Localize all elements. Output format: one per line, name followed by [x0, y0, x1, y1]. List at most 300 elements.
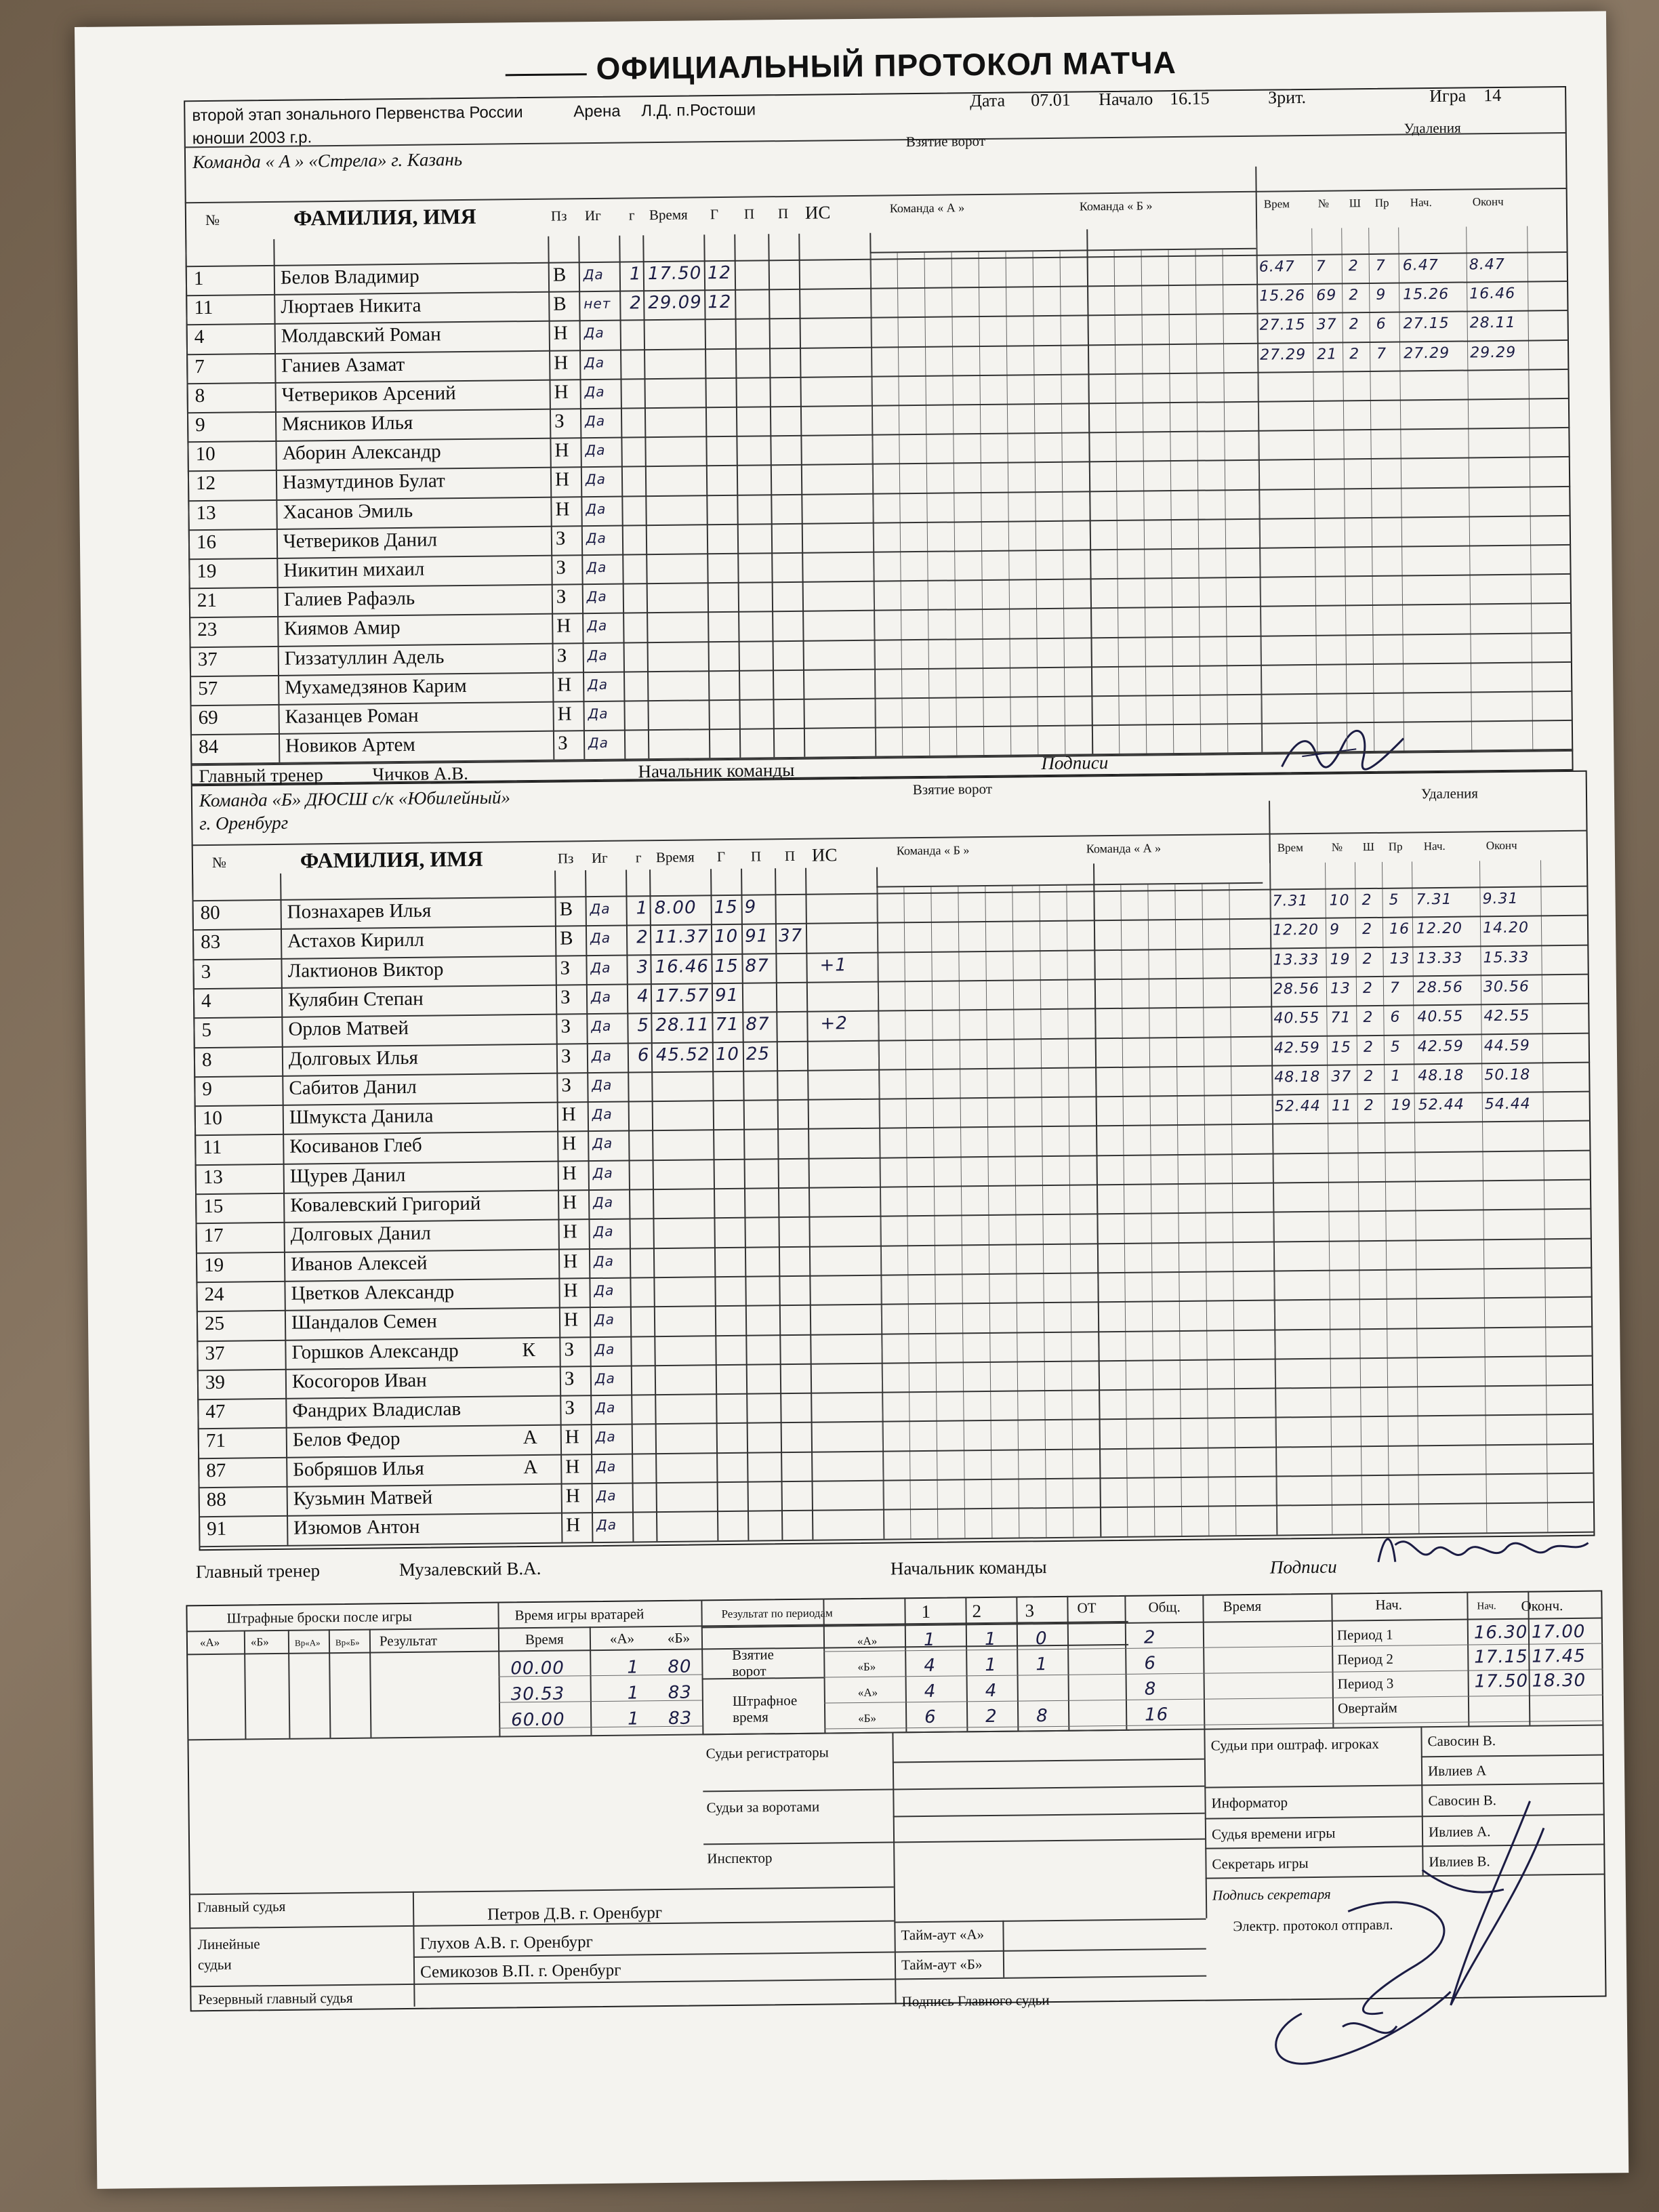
player-name: Четвериков Арсений [281, 382, 456, 406]
player-position: З [560, 957, 571, 979]
player-number: 23 [197, 619, 218, 641]
player-number: 4 [194, 326, 205, 348]
player-position: З [556, 556, 567, 579]
penalty-minutes: 2 [1361, 892, 1372, 909]
pen-col-end: Оконч [1472, 194, 1504, 209]
goal-scorer: 12 [708, 292, 732, 313]
period-col: Время [1223, 1597, 1262, 1615]
spectators-label: Зрит. [1268, 87, 1307, 108]
period-start: 17.50 [1474, 1671, 1529, 1692]
inspector-label: Инспектор [707, 1849, 773, 1867]
player-position: Н [557, 674, 572, 696]
penalty-player: 37 [1316, 316, 1337, 334]
penalty-box-judges-label: Судьи при оштраф. игроках [1210, 1735, 1379, 1754]
player-name: Долговых Данил [290, 1222, 431, 1246]
secretary-value: Ивлиев В. [1429, 1853, 1490, 1870]
penalty-time: 42.59 [1273, 1039, 1320, 1057]
gk-row-b: 80 [668, 1656, 692, 1677]
goal-number: 6 [637, 1044, 650, 1065]
penalty-start: 52.44 [1418, 1096, 1465, 1114]
title-text: ОФИЦИАЛЬНЫЙ ПРОТОКОЛ МАТЧА [596, 44, 1177, 86]
player-played-mark: нет [583, 295, 611, 312]
player-played-mark: Да [596, 1517, 617, 1534]
period-end: 17.45 [1532, 1645, 1586, 1667]
goal-strength: +1 [819, 954, 848, 976]
penalty-minutes: 2 [1362, 950, 1373, 968]
period-name: Период 1 [1336, 1626, 1393, 1643]
penalty-minutes: 2 [1349, 287, 1359, 304]
player-position: Н [562, 1191, 577, 1214]
player-name: Аборин Александр [282, 441, 441, 465]
penalty-end: 30.56 [1483, 978, 1530, 996]
goal-time: 28.11 [655, 1015, 710, 1036]
player-position: Н [561, 1103, 576, 1126]
penalty-start: 48.18 [1418, 1067, 1465, 1085]
penalty-time: 52.44 [1274, 1097, 1321, 1115]
player-name: Изюмов Антон [293, 1516, 420, 1540]
player-played-mark: Да [586, 500, 607, 517]
goals-heading-b: Взятие ворот [912, 780, 993, 798]
player-name: Мясников Илья [281, 411, 413, 435]
date-value: 07.01 [1031, 89, 1071, 110]
player-position: З [564, 1338, 575, 1361]
player-played-mark: Да [590, 959, 611, 976]
penalty-time: 27.15 [1259, 316, 1306, 335]
player-number: 5 [201, 1019, 212, 1042]
pen-col-num-b: № [1331, 840, 1343, 854]
player-played-mark: Да [594, 1282, 615, 1298]
penalty-start: 28.56 [1416, 979, 1464, 997]
col-goal-b: Г [716, 848, 726, 865]
goals-label: Взятие ворот [732, 1646, 775, 1679]
player-number: 83 [200, 931, 221, 954]
col-num-b: № [211, 853, 227, 871]
linesman-1: Глухов А.В. г. Оренбург [419, 1933, 593, 1953]
penalty-end: 28.11 [1469, 314, 1516, 332]
player-name: Сабитов Данил [289, 1076, 417, 1099]
player-played-mark: Да [595, 1399, 616, 1416]
goal-scorer: 10 [714, 926, 739, 947]
goal-assist1: 87 [745, 955, 769, 977]
player-position: Н [553, 322, 568, 345]
player-played-mark: Да [595, 1429, 616, 1446]
player-position: Н [565, 1456, 580, 1478]
penalty-minutes: 2 [1363, 1009, 1374, 1027]
player-played-mark: Да [586, 558, 607, 576]
penalty-end: 15.33 [1483, 949, 1530, 966]
player-played-mark: Да [585, 471, 607, 488]
player-played-mark: Да [585, 442, 606, 459]
penalty-time: 13.33 [1273, 951, 1319, 969]
period-value: 4 [985, 1680, 998, 1702]
electronic-protocol-label: Электр. протокол отправл. [1233, 1916, 1393, 1935]
player-played-mark: Да [596, 1458, 617, 1475]
player-name: Долговых Илья [288, 1046, 419, 1070]
player-number: 10 [195, 443, 216, 466]
period-start: 16.30 [1473, 1622, 1528, 1643]
penalty-time: 48.18 [1274, 1068, 1321, 1086]
penalty-player: 69 [1316, 287, 1337, 305]
goal-time: 29.09 [648, 292, 702, 314]
player-number: 88 [206, 1488, 226, 1511]
player-number: 9 [202, 1078, 213, 1100]
player-number: 47 [205, 1400, 226, 1423]
player-name: Шмукста Данила [289, 1105, 434, 1128]
penalty-player: 11 [1331, 1097, 1352, 1115]
penalty-player: 7 [1315, 258, 1326, 275]
player-number: 4 [201, 989, 211, 1012]
penalty-time: 6.47 [1258, 258, 1295, 276]
col-pos-b: Пз [557, 850, 574, 867]
period-value: 1 [923, 1629, 936, 1651]
player-number: 13 [196, 501, 216, 524]
goal-assist1: 91 [744, 926, 769, 947]
team-b-manager-label: Начальник команды [890, 1557, 1047, 1579]
player-position: З [556, 644, 567, 667]
penalty-start: 12.20 [1416, 920, 1463, 938]
start-col: Нач. [1477, 1601, 1496, 1612]
col-is: ИС [804, 202, 831, 223]
col-time: Время [649, 206, 688, 224]
player-number: 11 [194, 297, 213, 319]
period-value: 4 [924, 1655, 937, 1677]
shootout-title: Штрафные броски после игры [226, 1607, 412, 1626]
gk-row-time: 00.00 [510, 1658, 565, 1679]
col-g-b: г [635, 849, 642, 866]
player-role-mark: А [523, 1456, 538, 1478]
main-referee-signature-label: Подпись Главного судьи [901, 1992, 1050, 2010]
penalty-code: 16 [1389, 920, 1410, 939]
period-value: 6 [924, 1706, 937, 1728]
penalty-end: 54.44 [1484, 1095, 1531, 1113]
penalty-end: 9.31 [1482, 890, 1519, 908]
player-number: 87 [206, 1459, 226, 1481]
col-pos: Пз [550, 207, 567, 224]
player-name: Киямов Амир [284, 617, 401, 640]
goal-scorer: 15 [714, 897, 738, 918]
informer-value: Савосин В. [1428, 1792, 1497, 1809]
timeout-b-label: Тайм-аут «Б» [901, 1956, 983, 1973]
col-played-b: Иг [591, 849, 608, 867]
gk-col-b: «Б» [667, 1629, 691, 1646]
gk-title: Время игры вратарей [514, 1605, 644, 1624]
goal-scorer: 12 [707, 262, 732, 284]
goal-time: 17.57 [655, 985, 710, 1006]
game-label: Игра [1429, 85, 1467, 106]
penalty-code: 19 [1391, 1097, 1412, 1114]
penalty-player: 19 [1330, 950, 1351, 968]
protocol-title [298, 42, 1382, 90]
pim-label: Штрафное время [732, 1692, 798, 1725]
player-position: Н [554, 381, 569, 403]
main-referee-label: Главный судья [197, 1898, 286, 1916]
start-value: 16.15 [1170, 88, 1210, 109]
pen-col-start: Нач. [1410, 196, 1432, 209]
player-position: Н [566, 1514, 581, 1536]
goal-assist1: 87 [745, 1014, 770, 1035]
goal-scorer: 15 [714, 956, 739, 977]
periods-title: Результат по периодам [721, 1606, 833, 1621]
col-team-a: Команда « А » [889, 201, 965, 216]
player-position: Н [565, 1485, 580, 1507]
player-name: Галиев Рафаэль [283, 587, 415, 611]
player-name: Никитин михаил [283, 558, 425, 581]
player-played-mark: Да [590, 988, 612, 1005]
period-name: Овертайм [1337, 1699, 1397, 1717]
period-value: 16 [1145, 1704, 1169, 1725]
player-name: Назмутдинов Булат [282, 470, 445, 494]
player-played-mark: Да [588, 705, 609, 722]
goal-scorer: 10 [715, 1044, 740, 1065]
penalty-code: 7 [1376, 345, 1387, 363]
penalty-player: 9 [1329, 921, 1340, 939]
player-position: Н [562, 1250, 578, 1273]
player-position: З [560, 1044, 571, 1067]
goal-number: 4 [636, 986, 649, 1007]
col-team-b-b: Команда « Б » [896, 843, 970, 858]
period-end: 18.30 [1532, 1670, 1586, 1692]
shootout-col-b: «Б» [250, 1635, 269, 1649]
team-b-label: Команда «Б» ДЮСШ с/к «Юбилейный» [199, 787, 511, 811]
penalty-time: 27.29 [1260, 346, 1307, 364]
player-played-mark: Да [588, 676, 609, 693]
player-played-mark: Да [584, 383, 605, 400]
player-played-mark: Да [596, 1487, 617, 1504]
pen-col-time: Врем [1263, 197, 1290, 211]
player-number: 11 [203, 1136, 222, 1159]
player-played-mark: Да [593, 1193, 614, 1211]
period-team-mark: «Б» [858, 1711, 877, 1725]
gk-col-a: «А» [609, 1630, 635, 1647]
competition-line1: второй этап зонального Первенства России [192, 103, 523, 125]
timekeeper-label: Судья времени игры [1211, 1824, 1336, 1843]
player-number: 69 [198, 706, 218, 729]
gk-row-a: 1 [627, 1657, 640, 1678]
period-team-mark: «А» [857, 1685, 878, 1700]
penalty-time: 40.55 [1273, 1010, 1320, 1027]
goal-assist1: 25 [745, 1043, 771, 1065]
period-end: 17.00 [1531, 1621, 1586, 1643]
match-protocol-sheet [75, 11, 1629, 2188]
player-number: 8 [194, 384, 205, 407]
player-number: 25 [204, 1312, 225, 1335]
player-played-mark: Да [590, 930, 611, 947]
penalty-minutes: 2 [1349, 345, 1360, 363]
period-col: Общ. [1148, 1599, 1181, 1616]
player-number: 3 [201, 960, 211, 983]
col-name-b: ФАМИЛИЯ, ИМЯ [300, 846, 483, 873]
penalty-code: 7 [1389, 979, 1401, 997]
shootout-col-result: Результат [379, 1632, 438, 1650]
pen-col-end-b: Оконч [1486, 838, 1517, 853]
player-position: З [554, 410, 565, 432]
player-played-mark: Да [591, 1017, 612, 1035]
penalty-player: 21 [1317, 346, 1338, 363]
col-played: Иг [584, 207, 601, 224]
pen-col-num: № [1317, 197, 1330, 210]
pen-col-time-b: Врем [1277, 841, 1304, 855]
penalty-end: 50.18 [1484, 1066, 1531, 1084]
end-col: Оконч. [1521, 1597, 1563, 1614]
gk-row-time: 60.00 [511, 1709, 565, 1731]
pen-col-sh-b: Ш [1362, 840, 1375, 854]
player-role-mark: К [522, 1338, 535, 1361]
period-value: 2 [985, 1706, 998, 1727]
player-position: Н [563, 1279, 578, 1302]
gk-row-a: 1 [627, 1683, 640, 1704]
team-a-coach-label: Главный тренер [199, 764, 323, 787]
period-value: 8 [1144, 1679, 1157, 1700]
goal-scorer: 91 [714, 985, 739, 1006]
player-played-mark: Да [594, 1370, 615, 1387]
secretary-signature-label: Подпись секретаря [1212, 1885, 1331, 1904]
shootout-col-vrb: Вр«Б» [335, 1637, 360, 1648]
player-number: 19 [197, 560, 217, 583]
gk-row-b: 83 [668, 1682, 693, 1703]
goal-time: 8.00 [654, 897, 697, 919]
penalty-start: 27.29 [1404, 344, 1450, 363]
player-name: Горшков Александр [291, 1339, 459, 1364]
penalty-code: 9 [1376, 286, 1387, 304]
player-number: 37 [205, 1342, 225, 1364]
col-name: ФАМИЛИЯ, ИМЯ [293, 203, 476, 230]
player-played-mark: Да [583, 325, 605, 342]
penalty-minutes: 2 [1348, 258, 1359, 275]
player-position: Н [563, 1309, 579, 1331]
goal-strength: +2 [820, 1013, 848, 1034]
col-is-b: ИС [811, 844, 838, 865]
player-played-mark: Да [592, 1076, 613, 1093]
penalty-time: 7.31 [1272, 893, 1309, 910]
player-position: З [560, 986, 571, 1008]
player-position: З [557, 732, 568, 754]
penalty-end: 29.29 [1470, 344, 1517, 362]
period-start: 17.15 [1474, 1646, 1528, 1668]
game-value: 14 [1483, 85, 1502, 106]
team-a-signatures-label: Подписи [1041, 752, 1109, 774]
player-name: Молдавский Роман [281, 323, 441, 348]
player-name: Кузьмин Матвей [293, 1486, 433, 1510]
player-name: Косиванов Глеб [289, 1134, 422, 1158]
player-name: Ганиев Азамат [281, 353, 405, 377]
period-value: 0 [1035, 1629, 1048, 1650]
goal-number: 2 [636, 927, 649, 948]
period-team-mark: «Б» [857, 1660, 876, 1674]
main-referee-value: Петров Д.В. г. Оренбург [487, 1904, 663, 1924]
player-number: 1 [193, 268, 204, 290]
penalty-start: 7.31 [1416, 890, 1452, 909]
team-b-signatures-label: Подписи [1269, 1556, 1337, 1578]
pen-col-sh: Ш [1349, 197, 1361, 210]
player-number: 57 [198, 677, 218, 699]
player-name: Хасанов Эмиль [283, 499, 413, 523]
team-b-coach-label: Главный тренер [195, 1560, 321, 1582]
period-value: 1 [1036, 1654, 1048, 1675]
player-number: 9 [194, 414, 205, 436]
team-a-manager-label: Начальник команды [638, 759, 795, 782]
player-position: В [559, 927, 573, 949]
start-label: Начало [1099, 89, 1153, 110]
player-played-mark: Да [592, 1164, 613, 1181]
penalty-end: 44.59 [1483, 1037, 1530, 1054]
player-number: 84 [198, 736, 219, 758]
player-played-mark: Да [594, 1340, 615, 1357]
player-position: Н [555, 497, 570, 520]
player-number: 39 [205, 1371, 226, 1393]
player-name: Иванов Алексей [290, 1252, 428, 1275]
col-g: г [628, 207, 635, 224]
player-name: Познахарев Илья [287, 899, 432, 923]
penalty-minutes: 2 [1349, 316, 1359, 333]
penalty-end: 16.46 [1469, 285, 1516, 303]
pen-col-start-b: Нач. [1423, 839, 1446, 853]
arena-label: Арена [573, 102, 621, 121]
player-name: Люртаев Никита [281, 294, 422, 319]
player-name: Гиззатуллин Адель [284, 645, 445, 670]
title-blank [506, 73, 587, 76]
penalty-time: 12.20 [1272, 922, 1319, 939]
player-number: 19 [203, 1254, 224, 1276]
player-name: Новиков Артем [285, 733, 415, 757]
pen-col-pr: Пр [1374, 196, 1389, 209]
player-played-mark: Да [588, 734, 609, 752]
period-name: Период 2 [1337, 1650, 1394, 1668]
player-played-mark: Да [587, 647, 608, 663]
player-number: 24 [204, 1283, 224, 1305]
col-assist2: П [777, 205, 789, 222]
player-position: Н [556, 615, 571, 637]
penalty-player: 37 [1331, 1068, 1352, 1086]
referee-signature [1245, 1787, 1601, 2089]
player-name: Шандалов Семен [291, 1310, 437, 1334]
penalty-box-judge-1: Савосин В. [1427, 1732, 1496, 1750]
player-played-mark: Да [586, 529, 607, 546]
goal-number: 2 [630, 293, 642, 314]
player-name: Бобряшов Илья [293, 1457, 424, 1481]
player-position: З [556, 586, 567, 608]
player-position: Н [554, 439, 569, 462]
col-time-b: Время [655, 848, 695, 866]
penalty-code: 13 [1389, 950, 1410, 968]
penalty-player: 15 [1330, 1038, 1351, 1057]
player-number: 21 [197, 590, 218, 612]
period-value: 6 [1144, 1653, 1157, 1674]
team-a-coach: Чичков А.В. [372, 762, 469, 785]
player-number: 37 [197, 648, 218, 670]
player-name: Косогоров Иван [291, 1369, 427, 1393]
goal-time: 17.50 [647, 263, 702, 285]
penalty-minutes: 2 [1364, 1097, 1374, 1115]
player-number: 12 [195, 472, 216, 495]
player-position: Н [554, 351, 569, 374]
player-name: Фандрих Владислав [292, 1398, 462, 1422]
linesman-2: Семикозов В.П. г. Оренбург [419, 1961, 621, 1982]
player-name: Четвериков Данил [283, 529, 438, 552]
player-position: З [560, 1015, 571, 1038]
team-b-city: г. Оренбург [199, 812, 289, 834]
player-number: 7 [194, 355, 205, 377]
player-position: З [565, 1397, 575, 1419]
player-played-mark: Да [592, 1105, 613, 1123]
linesmen-label: Линейные судьи [197, 1936, 260, 1973]
player-position: Н [562, 1132, 577, 1155]
player-position: Н [557, 703, 572, 725]
player-played-mark: Да [586, 588, 607, 605]
player-played-mark: Да [593, 1252, 615, 1269]
team-b-coach: Музалевский В.А. [398, 1557, 541, 1580]
penalty-start: 15.26 [1403, 285, 1450, 304]
gk-col-time: Время [525, 1631, 564, 1648]
